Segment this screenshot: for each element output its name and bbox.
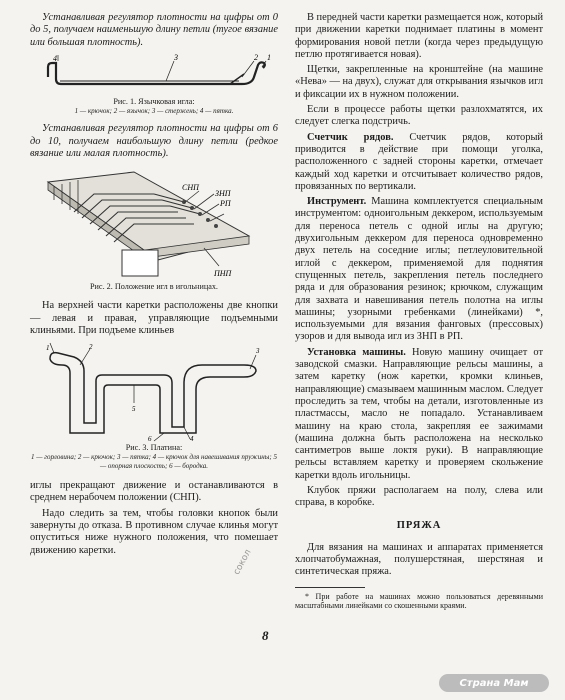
brushes-trim-paragraph: Если в процессе работы щетки разлохматятся, их следует слегка подстричь. — [295, 104, 543, 128]
fig1-label-2: 2 — [254, 52, 258, 62]
setup-paragraph — [295, 347, 543, 482]
fig1-caption: Рис. 1. Язычковая игла: — [113, 96, 195, 106]
density-paragraph-2: Устанавливая регулятор плотности на цифры от 6 до 10, получаем наибольшую длину петли (редкое вязание или малая плотность). — [30, 123, 278, 159]
left-column — [30, 12, 278, 557]
figure-3-sinker — [44, 341, 264, 443]
fig3-label-6: 6 — [148, 435, 152, 444]
buttons-warning-paragraph: Надо следить за тем, чтобы головки кнопок были завернуты до отказа. В противном случае клинья могут опуститься ниже нужного положения, что помешает движению каретки. — [30, 507, 278, 556]
footnote-divider — [295, 587, 365, 588]
fig3-label-5: 5 — [132, 405, 136, 414]
row-counter-text: Счетчик рядов, который приводится в действие при помощи уголка, расположенного с задней стороны каретки, отмечает каждый ход каретки и отсчитывает количество рядов, провязанных по вертикали. — [295, 131, 543, 192]
page-number: 8 — [262, 628, 269, 643]
yarn-section-heading: ПРЯЖА — [396, 519, 442, 531]
fig3-caption: Рис. 3. Платина: — [125, 443, 183, 453]
figure-2-needle-beds — [34, 164, 274, 282]
fig2-label-rp: РП — [220, 199, 231, 209]
fig2-label-pnp: ПНП — [214, 269, 232, 279]
row-counter-heading: Счетчик рядов. — [307, 131, 394, 143]
knife-paragraph: В передней части каретки размещается нож, который при движении каретки поднимает платины в момент формирования новой петли (когда через предыдущую петлю протягивается новая). — [295, 12, 543, 60]
yarn-paragraph: Для вязания на машинах и аппаратах применяется хлопчатобумажная, полушерстяная, шерстяная и синтетическая пряжа. — [295, 541, 543, 578]
yarn-ball-paragraph: Клубок пряжи располагаем на полу, слева или справа, в коробке. — [295, 484, 543, 509]
fig3-label-2: 2 — [89, 343, 93, 352]
tools-text: Машина комплектуется специальным инструментом: одноигольным деккером, используемым для переноса петель с одной иглы на другую; двухигольным деккером для переноса одновременно двух петель на соседние иглы; петлеуловительной иглой с деккером, применяемой для поднятия спущенных петель, закрепления петель последнего ряда и для образования резинок; крючком, служащим для захвата и навешивания петель полотна на иглы машины; узорными гребенками (линейками) *, используемыми для вязания фанговых (прессовых) узоров и для вывода игл из ЗНП в РП. — [295, 196, 543, 343]
fig2-label-snp: СНП — [182, 183, 199, 193]
fig1-label-1: 1 — [267, 52, 271, 62]
fig3-label-3: 3 — [256, 347, 260, 356]
fig1-label-3: 3 — [174, 52, 178, 62]
right-column — [295, 12, 543, 611]
fig1-label-4: 4 — [53, 53, 57, 63]
fig2-caption: Рис. 2. Положение игл в игольницах. — [90, 282, 218, 292]
brushes-paragraph: Щетки, закрепленные на кронштейне (на машине «Нева» — на двух), служат для открывания язычков игл и фиксации их в нужном положении. — [295, 64, 543, 100]
watermark: сокол — [232, 548, 254, 577]
fig2-label-znp: ЗНП — [215, 189, 231, 199]
fig1-legend: 1 — крючок; 2 — язычок; 3 — стержень; 4 — пятка. — [74, 106, 234, 115]
fig3-label-4: 4 — [190, 435, 194, 444]
footnote: * При работе на машинах можно пользоваться деревянными масштабными линейками со скошенными краями. — [295, 591, 543, 611]
figure-1-needle — [34, 53, 274, 97]
tools-paragraph — [295, 196, 543, 344]
fig3-label-1: 1 — [46, 344, 50, 353]
site-logo: Страна Мам — [439, 674, 549, 692]
fig3-legend: 1 — горловина; 2 — крючок; 3 — пятка; 4 — крючок для навешивания пружины; 5 — опорная плоскость; 6 — бородка. — [31, 453, 277, 470]
setup-heading: Установка машины. — [307, 346, 406, 358]
needles-stop-paragraph: иглы прекращают движение и останавливаются в среднем нерабочем положении (СНП). — [30, 480, 278, 504]
row-counter-paragraph — [295, 132, 543, 193]
tools-heading: Инструмент. — [307, 196, 367, 208]
density-paragraph-1: Устанавливая регулятор плотности на цифры от 0 до 5, получаем наименьшую длину петли (тугое вязание или большая плотность). — [30, 12, 278, 48]
buttons-paragraph: На верхней части каретки расположены две кнопки — левая и правая, управляющие подъемными клиньями. При подъеме клиньев — [30, 300, 278, 336]
setup-text: Новую машину очищает от заводской смазки. Направляющие рельсы машины, а затем каретку (нож каретки, кромки клиньев, направляющие) смазываем машинным маслом. Следует проследить за тем, чтобы на детали, изготовленные из пластмассы, масло не попадало. Устанавливаем машину на краю стола, закрепляя ее зажимами (машина должна быть расположена на несколько сантиметров выше локтя руки). В направляющие рельсы вставляем каретку и проверяем скольжение каретки вдоль игольницы. — [295, 346, 544, 481]
